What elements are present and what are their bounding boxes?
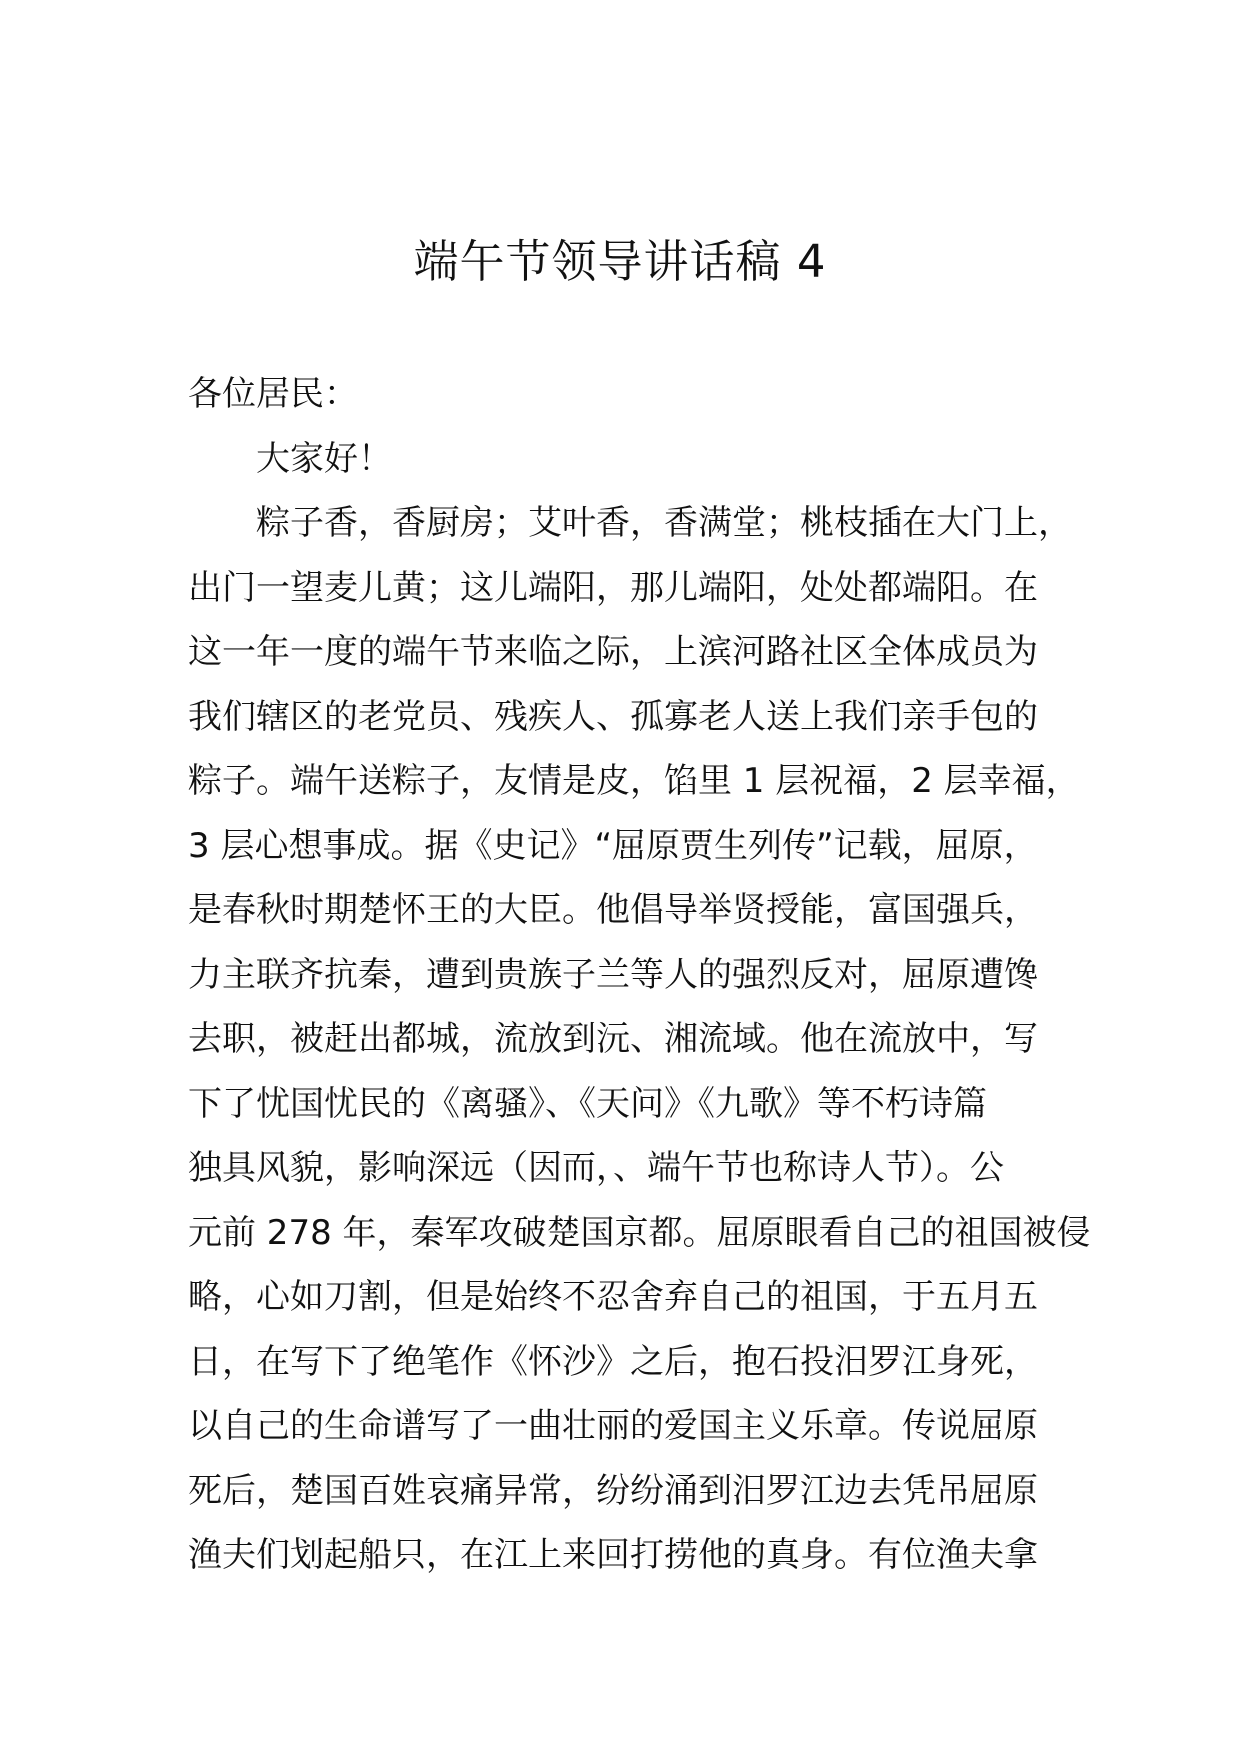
paragraph-line: 下了忧国忧民的《离骚》、《天问》《九歌》等不朽诗篇 — [188, 1083, 987, 1124]
document-title: 端午节领导讲话稿 4 — [413, 235, 827, 288]
paragraph-line: 去职，被赶出都城，流放到沅、湘流域。他在流放中，写 — [188, 1019, 1038, 1059]
paragraph-line: 日，在写下了绝笔作《怀沙》之后，抱石投汨罗江身死， — [188, 1341, 1038, 1382]
paragraph-line: 渔夫们划起船只，在江上来回打捞他的真身。有位渔夫拿 — [188, 1535, 1038, 1575]
paragraph-line: 3 层心想事成。据《史记》“屈原贾生列传”记载，屈原， — [188, 825, 1038, 866]
paragraph-line: 粽子香，香厨房；艾叶香，香满堂；桃枝插在大门上， — [256, 503, 1072, 543]
paragraph-line: 独具风貌，影响深远（因而，、端午节也称诗人节）。公 — [188, 1148, 1004, 1188]
paragraph-line: 这一年一度的端午节来临之际，上滨河路社区全体成员为 — [188, 632, 1038, 672]
paragraph-line: 粽子。端午送粽子，友情是皮，馅里 1 层祝福，2 层幸福， — [188, 761, 1080, 801]
paragraph-line: 以自己的生命谱写了一曲壮丽的爱国主义乐章。传说屈原 — [188, 1406, 1038, 1446]
greeting: 大家好！ — [256, 438, 392, 479]
paragraph-line: 元前 278 年，秦军攻破楚国京都。屈原眼看自己的祖国被侵 — [188, 1212, 1091, 1253]
paragraph-line: 我们辖区的老党员、残疾人、孤寡老人送上我们亲手包的 — [188, 696, 1038, 737]
paragraph-line: 是春秋时期楚怀王的大臣。他倡导举贤授能，富国强兵， — [188, 890, 1038, 930]
paragraph-line: 出门一望麦儿黄；这儿端阳，那儿端阳，处处都端阳。在 — [188, 567, 1038, 608]
paragraph-line: 力主联齐抗秦，遭到贵族子兰等人的强烈反对，屈原遭馋 — [188, 954, 1038, 995]
paragraph-line: 死后，楚国百姓哀痛异常，纷纷涌到汨罗江边去凭吊屈原 — [188, 1470, 1038, 1511]
salutation: 各位居民： — [188, 374, 358, 414]
paragraph-line: 略，心如刀割，但是始终不忍舍弃自己的祖国，于五月五 — [188, 1277, 1038, 1317]
document-body — [188, 362, 1091, 1588]
